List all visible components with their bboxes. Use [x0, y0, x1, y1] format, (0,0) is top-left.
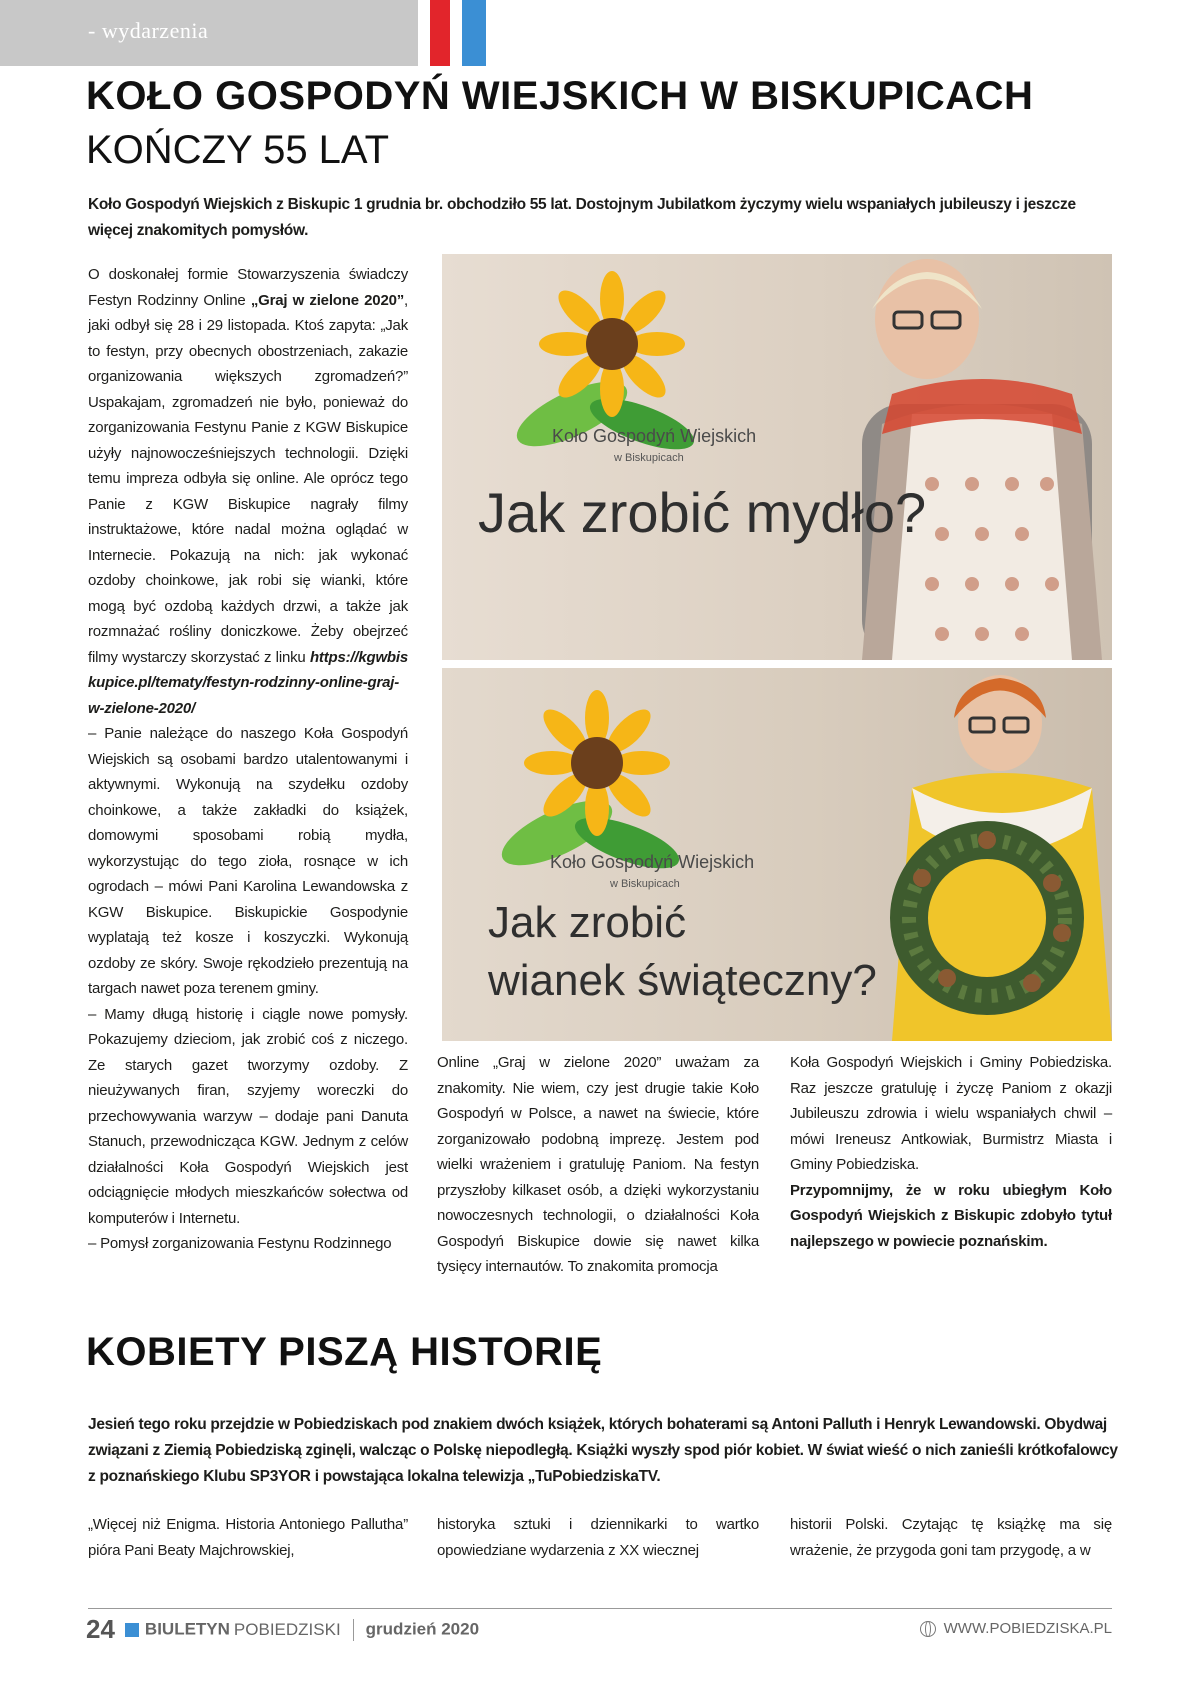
article2-column-3: historii Polski. Czytając tę książkę ma się wrażenie, że przygoda goni tam przygodę, a w: [790, 1516, 1112, 1559]
article-subtitle: KOŃCZY 55 LAT: [86, 128, 390, 172]
article-column-3: [790, 1050, 1112, 1254]
article2-column-2: historyka sztuki i dziennikarki to wartko opowiedziane wydarzenia z XX wiecznej: [437, 1516, 759, 1559]
footer-divider: [88, 1608, 1112, 1609]
article2-column-1: „Więcej niż Enigma. Historia Antoniego Pallutha” pióra Pani Beaty Majchrowskiej,: [88, 1516, 408, 1559]
footer-publication: [86, 1614, 479, 1645]
article2-title: KOBIETY PISZĄ HISTORIĘ: [86, 1330, 603, 1374]
photo-org-sub: w Biskupicach: [614, 452, 684, 464]
photo-caption-line2: wianek świąteczny?: [488, 956, 877, 1005]
paragraph: Online „Graj w zielone 2020” uważam za znakomity. Nie wiem, czy jest drugie takie Koło Gospodyń w Polsce, a nawet na świecie, które zorganizowało podobną imprezę. Jestem pod wielki wrażeniem i gratuluję Paniom. Na festyn przyszłoby kilkaset osób, a dzięki wykorzystaniu nowoczesnych technologii, o działalności Koła Gospodyń Biskupice dowie się nawet kilka tysięcy internautów. To znakomita promocja: [437, 1054, 759, 1275]
footer-website[interactable]: [920, 1620, 1112, 1637]
page-number: 24: [86, 1614, 115, 1644]
article-column-1: [88, 262, 408, 1257]
article-column-2: [437, 1050, 759, 1280]
publication-name: POBIEDZISKI: [233, 1619, 341, 1639]
highlight-paragraph: Przypomnijmy, że w roku ubiegłym Koło Gospodyń Wiejskich z Biskupic zdobyło tytuł najlepszego w powiecie poznańskim.: [790, 1181, 1112, 1250]
footer-separator: [353, 1619, 354, 1641]
paragraph: – Pomysł zorganizowania Festynu Rodzinnego: [88, 1235, 392, 1252]
flag-stripe-white: [450, 0, 462, 66]
flag-stripe-red: [430, 0, 450, 66]
paragraph: O doskonałej formie Stowarzyszenia świadczy Festyn Rodzinny Online „Graj w zielone 2020”, jaki odbył się 28 i 29 listopada. Ktoś zapyta: „Jak to festyn, przy obecnych obostrzeniach, zakazie organizowania większych zgromadzeń?” Uspakajam, zgromadzeń nie było, ponieważ do zorganizowania Festynu Panie z KGW Biskupice użyły najnowocześniejszych technologii. Dzięki temu impreza odbyła się online. Ale oprócz tego Panie z KGW Biskupice nagrały filmy instruktażowe, które nadal można oglądać w Internecie. Pokazują na nich: jak wykonać ozdoby choinkowe, jak robi się wianki, które mogą być ozdobą każdych drzwi, a także jak rozmnażać rośliny doniczkowe. Żeby obejrzeć filmy wystarczy skorzystać z linku https://kgwbiskupice.pl/tematy/festyn-rodzinny-online-graj-w-zielone-2020/: [88, 266, 409, 717]
paragraph: – Mamy długą historię i ciągle nowe pomysły. Pokazujemy dzieciom, jak zrobić coś z niczego. Ze starych gazet tworzymy ozdoby. Z nieużywanych firan, szyjemy woreczki do przechowywania warzyw – dodaje pani Danuta Stanuch, przewodnicząca KGW. Jednym z celów działalności Koła Gospodyń Wiejskich jest odciągnięcie młodych mieszkańców sołectwa od komputerów i Internetu.: [88, 1005, 408, 1227]
globe-icon: [920, 1621, 936, 1637]
photo-illustration-soap: [442, 254, 1112, 660]
article2-lead: Jesień tego roku przejdzie w Pobiedziskach pod znakiem dwóch książek, których bohaterami są Antoni Palluth i Henryk Lewandowski. Obydwaj związani z Ziemią Pobiedziską zginęli, walcząc o Polskę niepodległą. Książki wyszły spod piór kobiet. W świat wieść o nich zanieśli krótkofalowcy z poznańskiego Klubu SP3YOR i powstająca lokalna telewizja „TuPobiedziskaTV.: [88, 1416, 1118, 1485]
photo-caption-line1: Jak zrobić: [488, 898, 687, 947]
photo-org-name: Koło Gospodyń Wiejskich: [550, 852, 755, 872]
square-icon: [125, 1623, 139, 1637]
photo-wreath-video: [442, 668, 1112, 1041]
article-link[interactable]: https://kgwbiskupice.pl/tematy/festyn-rodzinny-online-graj-w-zielone-2020/: [88, 648, 408, 717]
flag-stripe-blue: [462, 0, 486, 66]
event-name: „Graj w zielone 2020”: [250, 291, 405, 309]
paragraph: Koła Gospodyń Wiejskich i Gminy Pobiedziska. Raz jeszcze gratuluję i życzę Paniom z okazji Jubileuszu zdrowia i wielu wspaniałych chwil – mówi Ireneusz Antkowiak, Burmistrz Miasta i Gminy Pobiedziska.: [790, 1054, 1112, 1173]
photo-soap-video: [442, 254, 1112, 660]
article-lead: Koło Gospodyń Wiejskich z Biskupic 1 grudnia br. obchodziło 55 lat. Dostojnym Jubilatkom życzymy wielu wspaniałych jubileuszy i jeszcze więcej znakomitych pomysłów.: [88, 196, 1076, 239]
paragraph: – Panie należące do naszego Koła Gospodyń Wiejskich są osobami bardzo utalentowanymi i aktywnymi. Wykonują na szydełku ozdoby choinkowe, a także zakładki do książek, domowymi sposobami robią mydła, wykorzystując do tego zioła, rosnące w ich ogrodach – mówi Pani Karolina Lewandowska z KGW Biskupice. Biskupickie Gospodynie wyplatają też kosze i koszyczki. Wykonują ozdoby ze skóry. Swoje rękodzieło prezentują na targach nawet poza terenem gminy.: [88, 725, 408, 997]
photo-caption: Jak zrobić mydło?: [478, 481, 927, 544]
section-label: - wydarzenia: [88, 18, 209, 43]
photo-org-sub: w Biskupicach: [610, 878, 680, 890]
section-tag: [0, 0, 418, 66]
publication-name-bold: BIULETYN: [144, 1619, 230, 1639]
photo-org-name: Koło Gospodyń Wiejskich: [552, 426, 757, 446]
issue-date: grudzień 2020: [365, 1619, 480, 1639]
article-title: KOŁO GOSPODYŃ WIEJSKICH W BISKUPICACH: [86, 74, 1034, 118]
website-url[interactable]: WWW.POBIEDZISKA.PL: [943, 1620, 1112, 1637]
